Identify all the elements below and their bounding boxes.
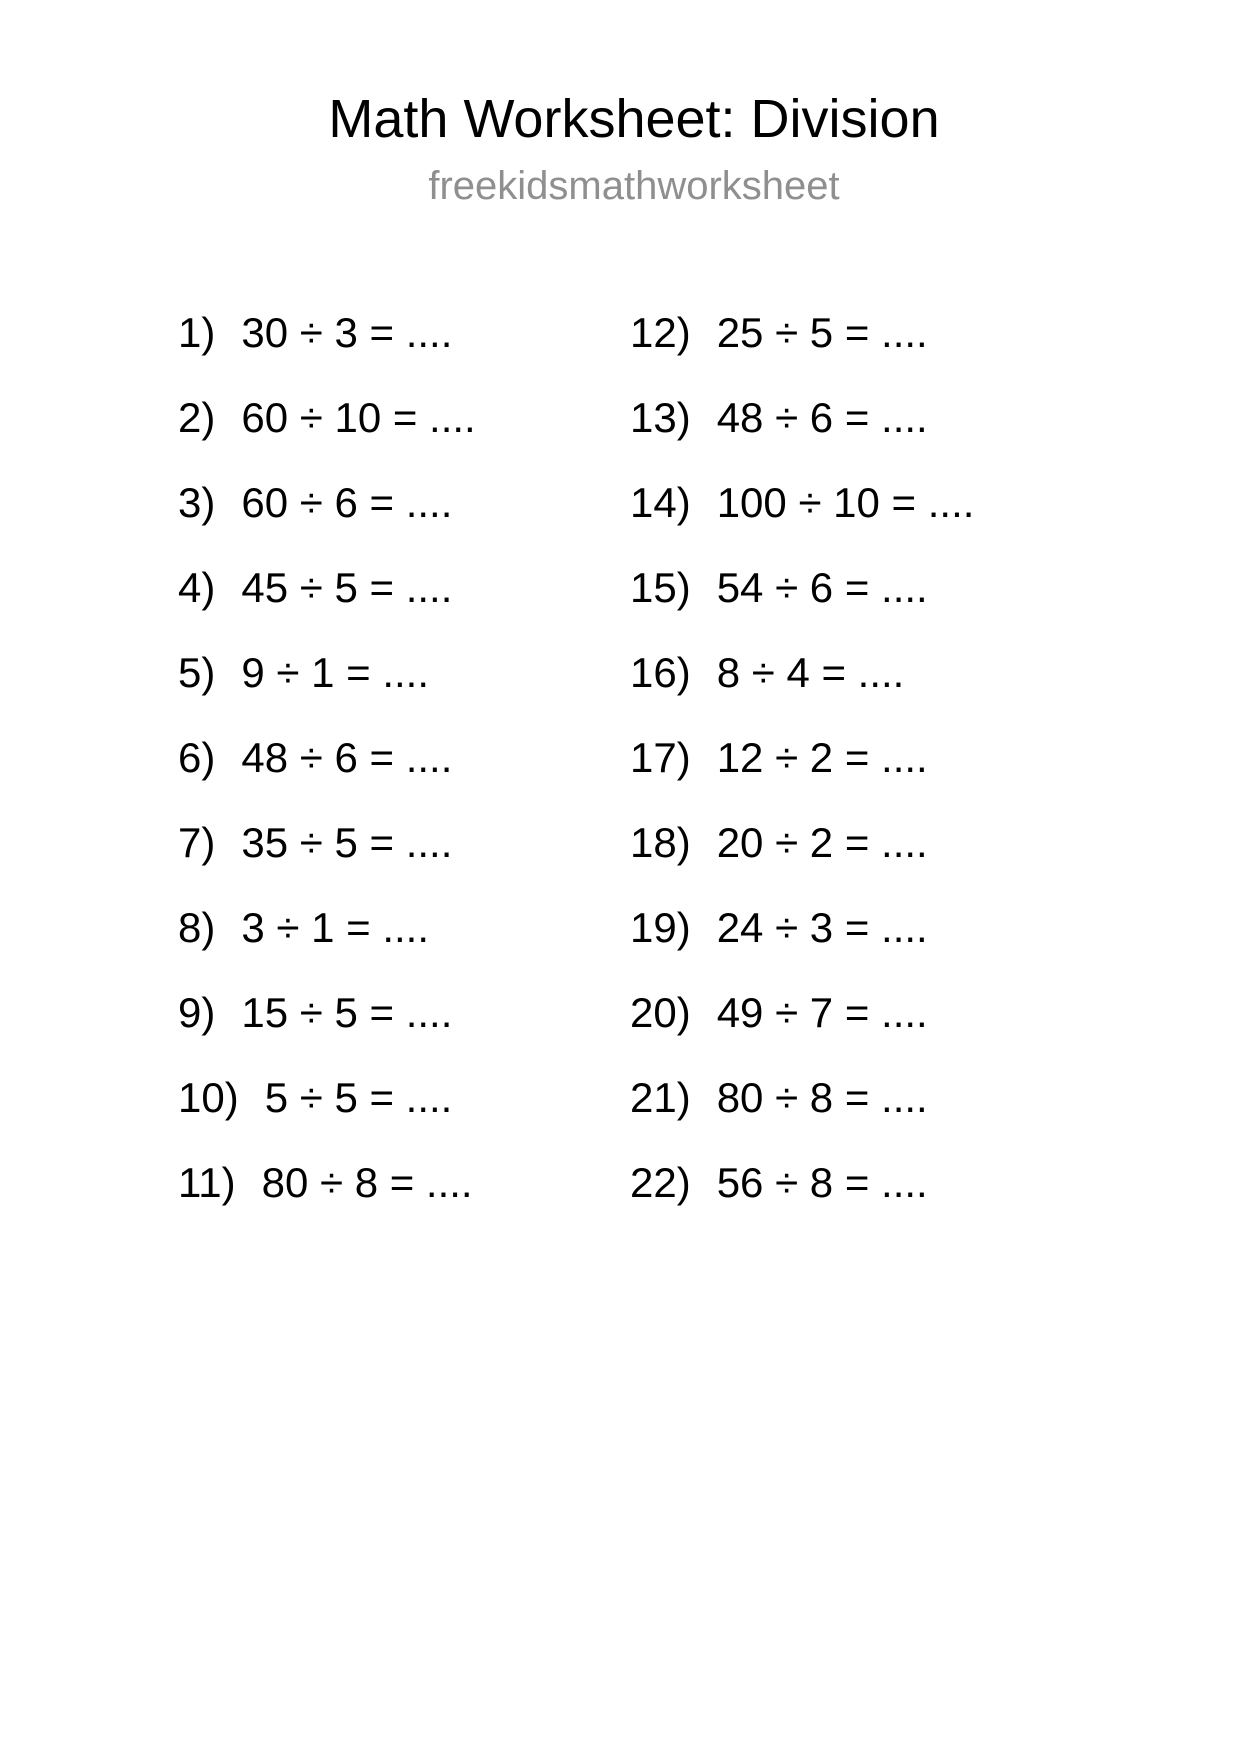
problem-row	[178, 903, 476, 953]
problem-row	[178, 648, 476, 698]
problem-number: 10)	[178, 1074, 239, 1121]
problem-row	[630, 988, 974, 1038]
problem-row	[630, 733, 974, 783]
problems-column-right	[630, 308, 974, 1208]
problem-number: 7)	[178, 819, 216, 866]
problem-expression: 35 ÷ 5 = ....	[241, 819, 453, 866]
problem-expression: 25 ÷ 5 = ....	[716, 309, 928, 356]
problem-row	[630, 648, 974, 698]
problem-expression: 48 ÷ 6 = ....	[716, 394, 928, 441]
problem-number: 15)	[630, 564, 691, 611]
problem-expression: 12 ÷ 2 = ....	[716, 734, 928, 781]
problem-expression: 60 ÷ 10 = ....	[241, 394, 476, 441]
problem-row	[178, 1158, 476, 1208]
problem-number: 16)	[630, 649, 691, 696]
problem-number: 2)	[178, 394, 216, 441]
problem-number: 12)	[630, 309, 691, 356]
problem-row	[630, 1158, 974, 1208]
problem-expression: 30 ÷ 3 = ....	[241, 309, 453, 356]
problem-expression: 15 ÷ 5 = ....	[241, 989, 453, 1036]
problem-expression: 54 ÷ 6 = ....	[716, 564, 928, 611]
problem-number: 18)	[630, 819, 691, 866]
problem-number: 20)	[630, 989, 691, 1036]
problem-number: 8)	[178, 904, 216, 951]
problem-row	[630, 563, 974, 613]
problem-expression: 8 ÷ 4 = ....	[716, 649, 905, 696]
problem-expression: 56 ÷ 8 = ....	[716, 1159, 928, 1206]
problem-number: 1)	[178, 309, 216, 356]
problem-expression: 9 ÷ 1 = ....	[241, 649, 430, 696]
problem-row	[178, 478, 476, 528]
problem-number: 4)	[178, 564, 216, 611]
problem-row	[630, 478, 974, 528]
problem-number: 13)	[630, 394, 691, 441]
problem-number: 19)	[630, 904, 691, 951]
problem-row	[178, 818, 476, 868]
problem-number: 22)	[630, 1159, 691, 1206]
problem-number: 6)	[178, 734, 216, 781]
problem-row	[630, 308, 974, 358]
problems-column-left	[178, 308, 476, 1208]
problem-row	[178, 733, 476, 783]
page-subtitle: freekidsmathworksheet	[428, 164, 840, 209]
problem-expression: 24 ÷ 3 = ....	[716, 904, 928, 951]
problem-row	[178, 988, 476, 1038]
problem-expression: 100 ÷ 10 = ....	[716, 479, 975, 526]
problem-number: 14)	[630, 479, 691, 526]
problem-expression: 49 ÷ 7 = ....	[716, 989, 928, 1036]
problem-number: 11)	[178, 1159, 236, 1206]
problem-number: 9)	[178, 989, 216, 1036]
page-title: Math Worksheet: Division	[328, 89, 940, 149]
problem-row	[630, 818, 974, 868]
problem-expression: 48 ÷ 6 = ....	[241, 734, 453, 781]
problem-row	[178, 393, 476, 443]
problem-row	[178, 1073, 476, 1123]
problem-row	[630, 1073, 974, 1123]
problem-expression: 20 ÷ 2 = ....	[716, 819, 928, 866]
problem-number: 21)	[630, 1074, 691, 1121]
problem-expression: 60 ÷ 6 = ....	[241, 479, 453, 526]
problem-row	[630, 393, 974, 443]
problem-number: 17)	[630, 734, 691, 781]
problem-row	[178, 308, 476, 358]
problem-expression: 45 ÷ 5 = ....	[241, 564, 453, 611]
problem-row	[630, 903, 974, 953]
problem-number: 5)	[178, 649, 216, 696]
problem-expression: 80 ÷ 8 = ....	[261, 1159, 473, 1206]
problem-expression: 3 ÷ 1 = ....	[241, 904, 430, 951]
problem-expression: 5 ÷ 5 = ....	[264, 1074, 453, 1121]
problem-expression: 80 ÷ 8 = ....	[716, 1074, 928, 1121]
worksheet-header	[14, 88, 1240, 208]
problem-row	[178, 563, 476, 613]
problem-number: 3)	[178, 479, 216, 526]
